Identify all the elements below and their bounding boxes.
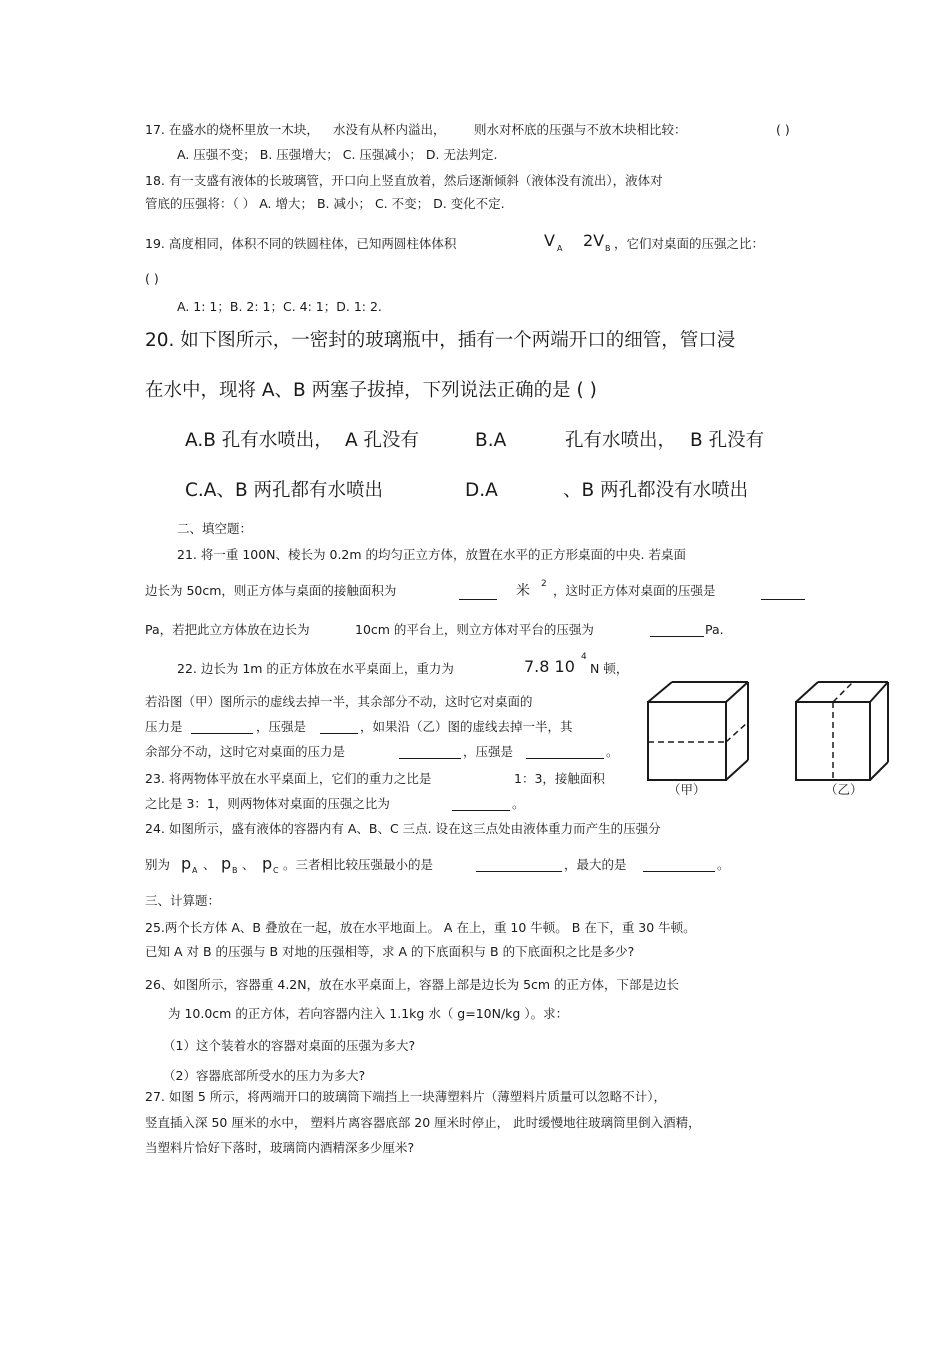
q24-pressure-c-sub: C bbox=[273, 866, 279, 875]
q25-line1: 25.两个长方体 A、B 叠放在一起，放在水平地面上。 A 在上，重 10 牛顿。 B 在下，重 30 牛顿。 bbox=[145, 920, 696, 935]
q26-sub1: （1）这个装着水的容器对桌面的压强为多大? bbox=[163, 1038, 416, 1053]
q19-options: A. 1: 1；B. 2: 1；C. 4: 1；D. 1: 2. bbox=[177, 299, 382, 314]
q20-option-a-tail: A 孔没有 bbox=[345, 430, 420, 451]
q24-lead: 别为 bbox=[145, 857, 171, 872]
q21-unit-sup: 2 bbox=[541, 579, 547, 589]
q19-volume-a: V bbox=[544, 231, 555, 250]
q19-volume-a-sub: A bbox=[557, 244, 563, 253]
q21-line2a: 边长为 50cm，则正方体与桌面的接触面积为 bbox=[145, 583, 397, 598]
q20-option-a: A.B 孔有水喷出， bbox=[185, 430, 333, 451]
q21-unit: 米 bbox=[516, 583, 530, 599]
q19-answer-paren: ( ) bbox=[145, 271, 159, 286]
q21-line3c: Pa. bbox=[705, 622, 724, 637]
q20-option-b: B.A bbox=[475, 430, 507, 451]
q23-line2a: 之比是 3：1，则两物体对桌面的压强之比为 bbox=[145, 796, 390, 811]
q24-mid2: ，最大的是 bbox=[564, 857, 627, 872]
q24-pressure-c: p bbox=[262, 854, 273, 873]
q24-mid: 。三者相比较压强最小的是 bbox=[283, 857, 434, 872]
q21-blank-pressure[interactable] bbox=[761, 599, 805, 600]
q23-line2b: 。 bbox=[512, 796, 525, 811]
section-calculation: 三、计算题： bbox=[145, 893, 221, 908]
q22-weight: 7.8 10 bbox=[524, 657, 575, 676]
q24-pressure-a-sub: A bbox=[192, 866, 198, 875]
q19-stem: 19. 高度相同，体积不同的铁圆柱体，已知两圆柱体体积 bbox=[145, 236, 457, 251]
q22-line3a: 压力是 bbox=[145, 719, 183, 734]
q23-line1a: 23. 将两物体平放在水平桌面上，它们的重力之比是 bbox=[145, 771, 432, 786]
cube-figure-a-label: （甲） bbox=[668, 782, 706, 797]
q20-option-d-tail: 、B 两孔都没有水喷出 bbox=[563, 480, 749, 501]
q20-option-b-tail: B 孔没有 bbox=[690, 430, 765, 451]
q18-line1: 18. 有一支盛有液体的长玻璃管，开口向上竖直放着，然后逐渐倾斜（液体没有流出），液体对 bbox=[145, 173, 663, 188]
q22-line4c: 。 bbox=[606, 744, 619, 759]
q22-lead: 22. 边长为 1m 的正方体放在水平桌面上，重力为 bbox=[177, 661, 454, 676]
q19-volume-b: 2V bbox=[583, 231, 605, 250]
q17-stem: 17. 在盛水的烧杯里放一木块， bbox=[145, 122, 319, 137]
q20-line2: 在水中，现将 A、B 两塞子拔掉，下列说法正确的是 ( ) bbox=[145, 380, 597, 401]
q21-line2b: ，这时正方体对桌面的压强是 bbox=[553, 583, 716, 598]
q25-line2: 已知 A 对 B 的压强与 B 对地的压强相等，求 A 的下底面积与 B 的下底面积之比是多少? bbox=[145, 944, 635, 959]
q22-line2: 若沿图（甲）图所示的虚线去掉一半，其余部分不动，这时它对桌面的 bbox=[145, 694, 533, 709]
q22-line4b: ，压强是 bbox=[463, 744, 514, 759]
q17-answer-paren: ( ) bbox=[776, 122, 790, 137]
q26-line2: 为 10.0cm 的正方体，若向容器内注入 1.1kg 水（ g=10N/kg ）。求： bbox=[168, 1006, 569, 1021]
q24-sep-2: 、 bbox=[242, 857, 255, 872]
q17-stem-part3: 则水对杯底的压强与不放木块相比较： bbox=[474, 122, 687, 137]
q22-line4a: 余部分不动，这时它对桌面的压力是 bbox=[145, 744, 346, 759]
q22-blank-pressure-b[interactable] bbox=[526, 758, 604, 759]
q22-blank-force-a[interactable] bbox=[191, 733, 253, 734]
q21-blank-platform-pressure[interactable] bbox=[650, 636, 704, 637]
q17-options: A. 压强不变； B. 压强增大； C. 压强减小； D. 无法判定. bbox=[177, 147, 498, 162]
q24-blank-max[interactable] bbox=[643, 871, 715, 872]
q26-line1: 26、如图所示，容器重 4.2N，放在水平桌面上，容器上部是边长为 5cm 的正方体，下部是边长 bbox=[145, 977, 680, 992]
cube-figure-b-label: （乙） bbox=[825, 782, 863, 797]
section-fill-in: 二、填空题： bbox=[177, 521, 253, 536]
q21-blank-area[interactable] bbox=[459, 599, 497, 600]
q22-line3c: ，如果沿（乙）图的虚线去掉一半，其 bbox=[360, 719, 573, 734]
q18-line2: 管底的压强将：（ ） A. 增大； B. 减小； C. 不变； D. 变化不定. bbox=[145, 196, 505, 211]
q19-stem-tail: ，它们对桌面的压强之比： bbox=[614, 236, 765, 251]
q22-blank-force-b[interactable] bbox=[399, 758, 461, 759]
q26-sub2: （2）容器底部所受水的压力为多大? bbox=[163, 1068, 366, 1083]
q24-sep-1: 、 bbox=[203, 857, 216, 872]
q24-blank-min[interactable] bbox=[476, 871, 562, 872]
q21-line3a: Pa，若把此立方体放在边长为 bbox=[145, 622, 310, 637]
q24-pressure-b: p bbox=[221, 854, 232, 873]
q20-option-d: D.A bbox=[465, 480, 498, 501]
q22-line3b: ，压强是 bbox=[256, 719, 307, 734]
q22-weight-unit: N 顿， bbox=[590, 661, 629, 676]
q21-line3b: 10cm 的平台上，则立方体对平台的压强为 bbox=[355, 622, 594, 637]
q24-pressure-a: p bbox=[181, 854, 192, 873]
q22-weight-sup: 4 bbox=[581, 652, 587, 662]
q23-blank-ratio[interactable] bbox=[452, 810, 510, 811]
q27-line1: 27. 如图 5 所示，将两端开口的玻璃筒下端挡上一块薄塑料片（薄塑料片质量可以忽略不计）， bbox=[145, 1089, 667, 1104]
q24-pressure-b-sub: B bbox=[232, 866, 238, 875]
q20-option-b-mid: 孔有水喷出， bbox=[565, 430, 677, 451]
q24-end: 。 bbox=[717, 857, 730, 872]
q17-stem-part2: 水没有从杯内溢出， bbox=[333, 122, 446, 137]
q23-line1b: 1：3，接触面积 bbox=[514, 771, 605, 786]
q27-line2: 竖直插入深 50 厘米的水中， 塑料片离容器底部 20 厘米时停止， 此时缓慢地往玻璃筒里倒入酒精， bbox=[145, 1115, 701, 1130]
q20-option-c: C.A、B 两孔都有水喷出 bbox=[185, 480, 384, 501]
q22-blank-pressure-a[interactable] bbox=[320, 733, 358, 734]
q24-line1: 24. 如图所示，盛有液体的容器内有 A、B、C 三点. 设在这三点处由液体重力而产生的压强分 bbox=[145, 821, 661, 836]
q19-volume-b-sub: B bbox=[605, 244, 611, 253]
q20-line1: 20. 如下图所示，一密封的玻璃瓶中，插有一个两端开口的细管，管口浸 bbox=[145, 330, 736, 351]
q21-line1: 21. 将一重 100N、棱长为 0.2m 的均匀正立方体，放置在水平的正方形桌面的中央. 若桌面 bbox=[177, 547, 686, 562]
q27-line3: 当塑料片恰好下落时，玻璃筒内酒精深多少厘米? bbox=[145, 1140, 415, 1155]
